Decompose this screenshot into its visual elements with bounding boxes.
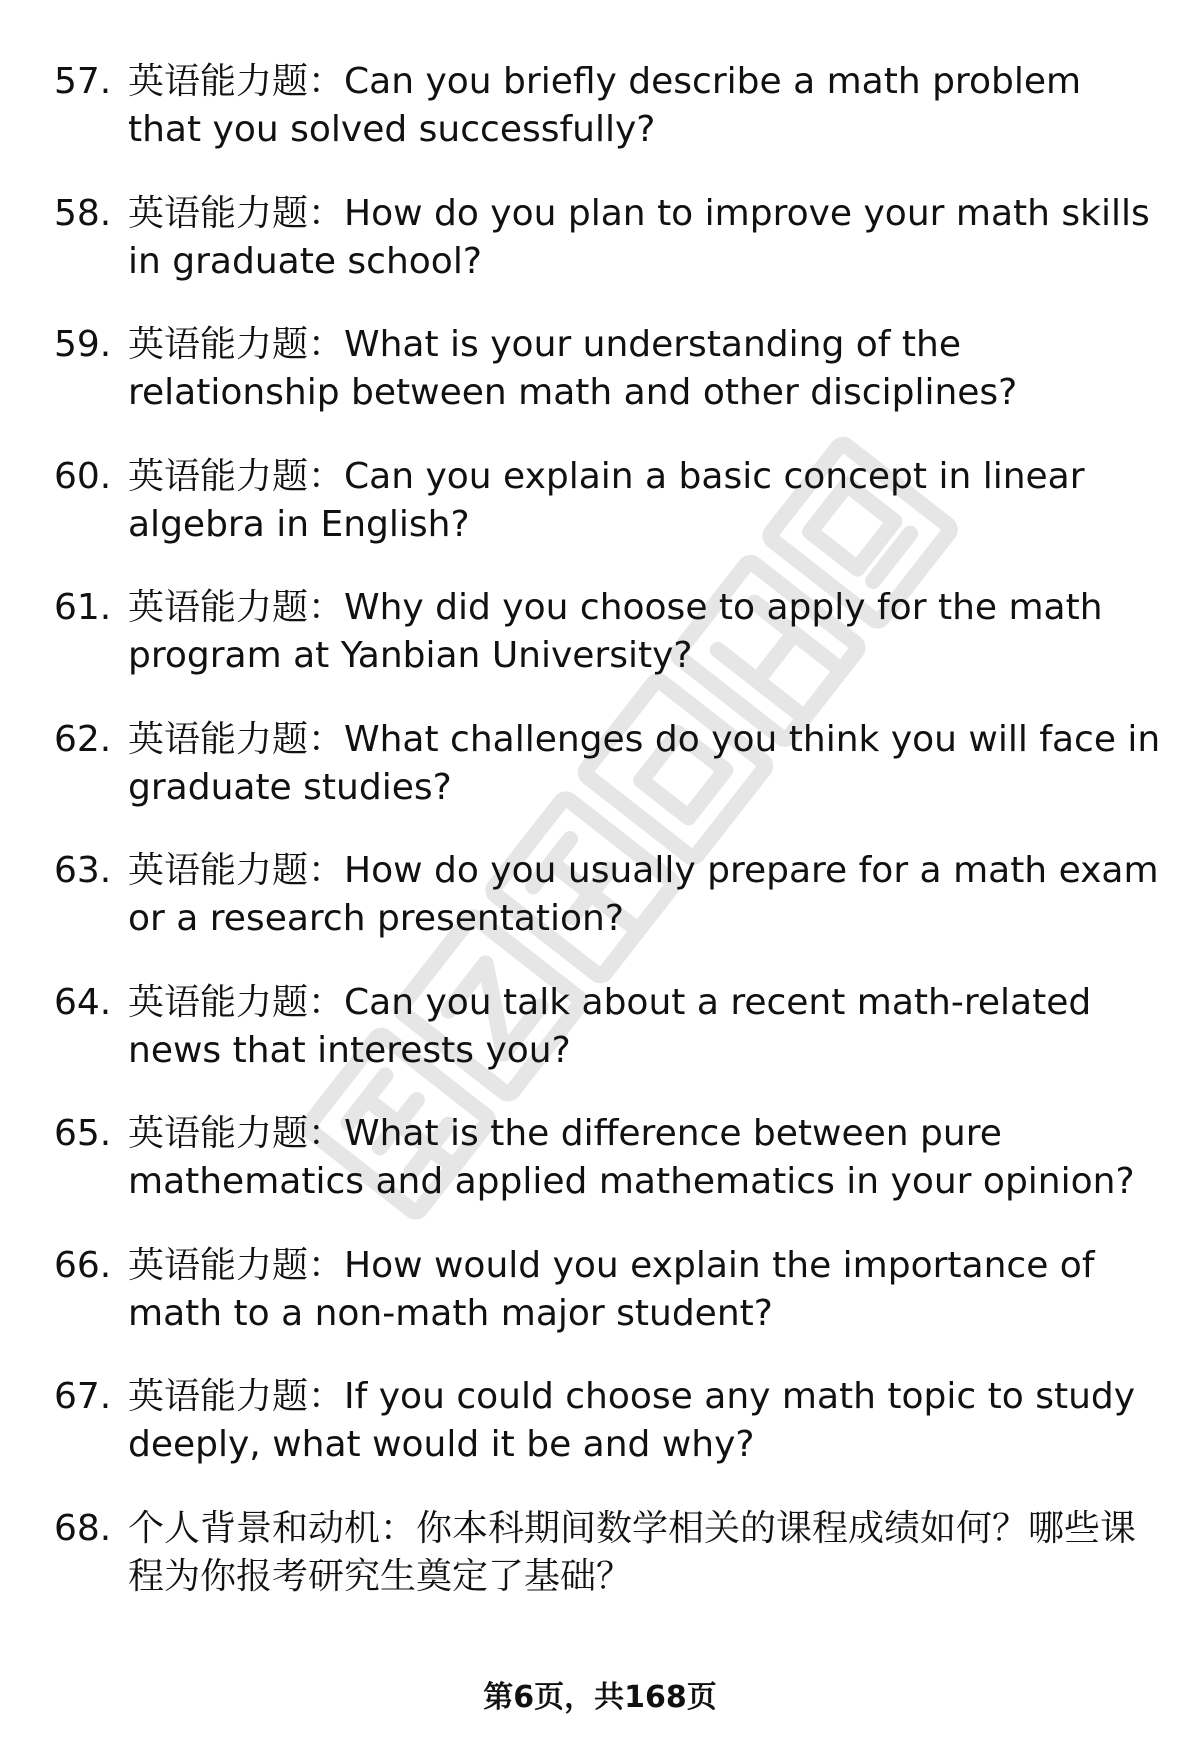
question-text: 英语能力题：Why did you choose to apply for the math program at Yanbian University? [128,587,1103,676]
question-text: 英语能力题：What is the difference between pure mathematics and applied mathematics in your opinion? [128,1113,1135,1202]
question-number: 63. [54,850,112,891]
question-number: 67. [54,1376,112,1417]
question-item [54,58,1164,190]
question-number: 57. [54,61,112,102]
question-item [54,847,1164,979]
page-number-footer: 第6页，共168页 [483,1680,717,1715]
question-text: 英语能力题：What challenges do you think you will face in graduate studies? [128,718,1161,808]
question-number: 68. [54,1507,112,1549]
question-number: 66. [54,1244,112,1286]
question-number: 64. [54,981,112,1023]
question-text: 英语能力题：Can you explain a basic concept in linear algebra in English? [128,455,1085,545]
question-number: 59. [54,324,112,365]
question-item [54,453,1164,585]
question-text: 个人背景和动机：你本科期间数学相关的课程成绩如何？哪些课程为你报考研究生奠定了基础？ [128,1507,1137,1597]
question-text: 英语能力题：Can you talk about a recent math-related news that interests you? [128,981,1092,1071]
question-item [54,1373,1164,1505]
question-text: 英语能力题：What is your understanding of the relationship between math and other disciplines? [128,324,1018,413]
question-number: 61. [54,587,112,628]
question-item [54,321,1164,453]
question-item [54,584,1164,716]
question-item [54,190,1164,322]
question-text: 英语能力题：How do you plan to improve your math skills in graduate school? [128,192,1150,282]
question-number: 65. [54,1113,112,1154]
question-item [54,1242,1164,1374]
question-number: 62. [54,718,112,760]
question-text: 英语能力题：How would you explain the importance of math to a non-math major student? [128,1244,1095,1334]
question-item [54,1505,1164,1637]
question-item [54,979,1164,1111]
question-number: 60. [54,455,112,497]
question-item [54,716,1164,848]
question-number: 58. [54,192,112,234]
question-list [54,58,1164,1636]
question-item [54,1110,1164,1242]
question-text: 英语能力题：If you could choose any math topic to study deeply, what would it be and why? [128,1376,1136,1465]
question-text: 英语能力题：How do you usually prepare for a math exam or a research presentation? [128,850,1159,939]
question-text: 英语能力题：Can you briefly describe a math problem that you solved successfully? [128,61,1082,150]
